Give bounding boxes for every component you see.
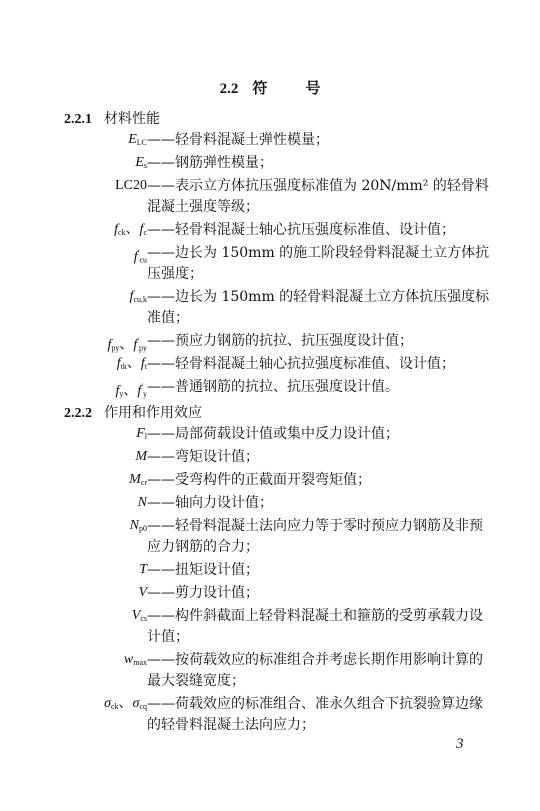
definition-continued: 计值； <box>147 629 189 645</box>
symbol-N-p0: $N_{p0}$ <box>129 518 147 533</box>
definition-continued: 的轻骨料混凝土法向应力； <box>147 717 315 733</box>
symbol-V: V <box>138 585 147 600</box>
symbol-f-y: $f_y$、$f'_y$ <box>115 382 147 399</box>
definition: ——构件斜截面上轻骨料混凝土和箍筋的受剪承载力设 <box>147 608 483 624</box>
definition: ——扭矩设计值； <box>147 562 259 578</box>
symbol-T: T <box>139 562 147 577</box>
definition: ——弯矩设计值； <box>147 449 259 465</box>
definition: ——荷载效应的标准组合、准永久组合下抗裂验算边缘 <box>147 696 483 712</box>
definition: ——边长为 150mm 的轻骨料混凝土立方体抗压强度标 <box>147 289 490 305</box>
definition-continued: 最大裂缝宽度； <box>147 673 245 689</box>
section-title-char-1: 符 <box>252 79 268 97</box>
definition: ——轻骨料混凝土弹性模量； <box>147 132 329 148</box>
subsection-heading <box>64 402 202 422</box>
section-title <box>0 77 540 98</box>
definition: ——轻骨料混凝土法向应力等于零时预应力钢筋及非预 <box>147 518 483 534</box>
subsection-number: 2.2.2 <box>64 406 92 421</box>
definition: ——轻骨料混凝土轴心抗压强度标准值、设计值； <box>147 222 455 238</box>
symbol-f-cuk: $f_{cu,k}$ <box>129 289 147 304</box>
symbol-f-ck-f-c: $f_{ck}$、$f_c$ <box>114 222 147 237</box>
definition: ——局部荷载设计值或集中反力设计值； <box>147 426 399 442</box>
definition-continued: 应力钢筋的合力； <box>147 539 259 555</box>
symbol-E-LC: $E_{LC}$ <box>128 132 147 147</box>
symbol-w-max: $w_{max}$ <box>123 652 147 667</box>
subsection-heading <box>64 108 160 128</box>
definition-continued: 准值； <box>147 310 189 326</box>
symbol-f-tk-f-t: $f_{tk}$、$f_t$ <box>116 356 147 371</box>
subsection-title: 作用和作用效应 <box>104 405 202 421</box>
definition: ——受弯构件的正截面开裂弯矩值； <box>147 472 371 488</box>
definition: ——普通钢筋的抗拉、抗压强度设计值。 <box>147 379 399 395</box>
symbol-E-s: $E_s$ <box>135 155 147 170</box>
definition: ——剪力设计值； <box>147 585 259 601</box>
symbol-f-py: $f_{py}$、$f'_{py}$ <box>107 336 147 353</box>
symbol-M: M <box>135 449 147 464</box>
definition-continued: 混凝土强度等级； <box>147 199 259 215</box>
definition: ——表示立方体抗压强度标准值为 20N/mm² 的轻骨料 <box>147 178 489 194</box>
definition: ——边长为 150mm 的施工阶段轻骨料混凝土立方体抗 <box>147 245 490 261</box>
symbol-M-cr: $M_{cr}$ <box>129 472 147 487</box>
definition: ——轻骨料混凝土轴心抗拉强度标准值、设计值； <box>147 356 455 372</box>
symbol-N: N <box>137 495 147 510</box>
symbol-LC20: LC20 <box>115 178 147 193</box>
page-number: 3 <box>456 736 464 752</box>
symbol-f-prime-cu: $f'_{cu}$ <box>133 248 147 265</box>
symbol-sigma-ck-cq: $\sigma_{ck}$、$\sigma_{cq}$ <box>104 696 147 711</box>
definition-continued: 压强度； <box>147 266 203 282</box>
definition: ——按荷载效应的标准组合并考虑长期作用影响计算的 <box>147 652 483 668</box>
subsection-title: 材料性能 <box>104 111 160 127</box>
subsection-number: 2.2.1 <box>64 112 92 127</box>
section-title-char-2: 号 <box>305 79 321 97</box>
symbol-F-l: $F_l$ <box>136 426 147 441</box>
symbol-V-cs: $V_{cs}$ <box>131 608 147 623</box>
definition: ——轴向力设计值； <box>147 495 273 511</box>
definition: ——预应力钢筋的抗拉、抗压强度设计值； <box>147 333 413 349</box>
definition: ——钢筋弹性模量； <box>147 155 273 171</box>
section-number: 2.2 <box>219 81 239 97</box>
